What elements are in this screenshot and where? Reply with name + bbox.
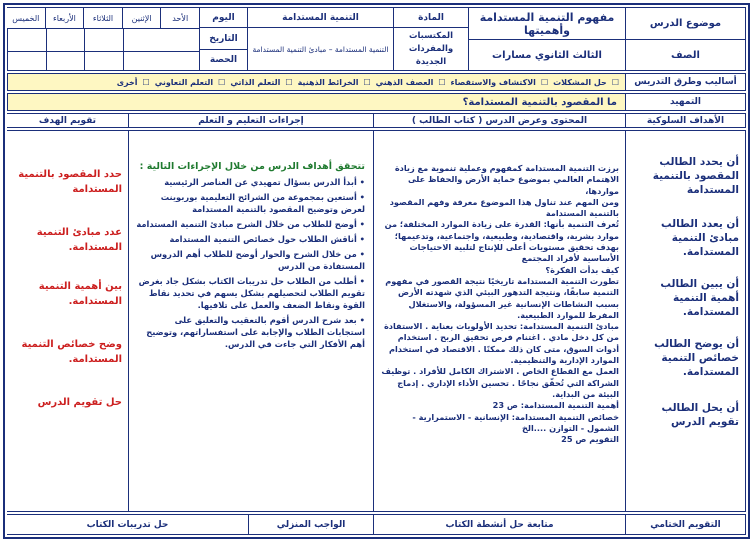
content-line: كيف بدأت الفكرة؟ — [545, 264, 619, 275]
content-line: العمل مع القطاع الخاص . الاشتراك الكامل للأفراد . توظيف الشراكة التي تُحقّق نجاحًا . تحسين الأداء الإداري . إدماج البيئة من البداية. — [381, 366, 619, 399]
date-label-cell — [199, 28, 247, 50]
method-checkbox[interactable]: ☐ — [438, 77, 446, 87]
procedure-item: • بعد شرح الدرس أقوم بالتعقيب والتعليق على استجابات الطلاب والإجابة على استفساراتهم، وتوضيح أهم الأفكار التي جاءت في الدرس. — [146, 315, 365, 349]
topic-value: مفهوم التنمية المستدامة وأهميتها — [479, 10, 615, 37]
columns-header-row — [7, 113, 746, 128]
col-objectives-header: الأهداف السلوكية — [625, 114, 745, 127]
method-checkbox[interactable]: ☐ — [218, 77, 226, 87]
methods-label: أساليب وطرق التدريس — [634, 77, 737, 87]
date-label: التاريخ — [209, 33, 238, 44]
main-body-row — [7, 130, 746, 512]
col-content-header: المحتوى وعرض الدرس ( كتاب الطالب ) — [373, 114, 625, 127]
method-checkbox[interactable]: ☐ — [611, 77, 619, 87]
methods-options: ☐ حل المشكلات ☐ الاكتشاف والاستقصاء ☐ العصف الذهني ☐ الخرائط الذهنية ☐ التعلم الذاتي ☐ التعلم التعاوني ☐ أخرى — [7, 74, 625, 90]
intro-label: التمهيد — [670, 97, 701, 107]
evaluation-item: بين أهمية التنمية المستدامة. — [38, 281, 122, 307]
evaluation-item: عدد مبادئ التنمية المستدامة. — [36, 227, 122, 253]
method-checkbox[interactable]: ☐ — [285, 77, 293, 87]
day-cell: الخميس — [12, 13, 40, 23]
content-line: مبادئ التنمية المستدامة: تحديد الأولويات بعناية . الاستفادة من كل دخل مادي . اغتنام فرص تحقيق الربح . استخدام أدوات السوق، متى كان ذلك ممكنًا . الاقتصاد في استخدام الموارد الإدارية والتنظيمية. — [383, 321, 619, 366]
content-line: برزت التنمية المستدامة كمفهوم وعملية تنموية مع زيادة الاهتمام العالمي بموضوع حماية الأرض والحفاظ على مواردها، — [394, 163, 619, 196]
day-cell: الأربعاء — [45, 8, 84, 28]
content-line: أهمية التنمية المستدامة: ص 23 — [492, 400, 619, 411]
header-row — [7, 7, 746, 71]
topic-label: موضوع الدرس — [649, 18, 722, 29]
skills-value: التنمية المستدامة – مبادئ التنمية المستدامة — [252, 44, 389, 54]
final-eval-value-cell: متابعة حل أنشطة الكتاب — [373, 515, 625, 534]
intro-row — [7, 93, 746, 111]
topic-value-cell — [468, 8, 625, 40]
grade-value-cell — [468, 40, 625, 70]
skills-label-cell — [393, 28, 468, 70]
day-cell: الإثنين — [122, 8, 161, 28]
content-line: التقويم ص 25 — [561, 434, 619, 445]
footer-row — [7, 514, 746, 535]
procedures-title: تتحقق أهداف الدرس من خلال الإجراءات التالية : — [139, 161, 365, 172]
grade-label-cell — [625, 40, 745, 70]
topic-label-cell — [625, 8, 745, 40]
method-checkbox[interactable]: ☐ — [540, 77, 549, 87]
subject-value: التنمية المستدامة — [282, 12, 359, 23]
skills-label: المكتسبات والمفردات الجديدة — [408, 30, 454, 67]
subject-label: المادة — [418, 12, 444, 23]
evaluation-item: حل تقويم الدرس — [37, 397, 122, 408]
content-line: تطورت التنمية المستدامة تاريخيًا نتيجة القصور في مفهوم التنمية سابقًا، ونتيجة التدهور البيئي الذي شهدته الأرض بسبب النشاطات الإنسانية غير المسؤولة، والاستغلال المفرط للموارد الطبيعية. — [385, 275, 619, 320]
skills-value-cell — [247, 28, 393, 70]
subject-value-cell — [247, 8, 393, 28]
period-label-cell — [199, 50, 247, 70]
methods-label-cell — [625, 74, 745, 90]
intro-value: ما المقصود بالتنمية المستدامة؟ — [462, 96, 617, 108]
method-checkbox[interactable]: ☐ — [363, 77, 371, 87]
final-eval-label-cell: التقويم الختامي — [625, 515, 745, 534]
procedure-item: • من خلال الشرح والحوار أوضح للطلاب أهم الدروس المستفادة من الدرس — [150, 249, 365, 271]
grade-value: الثالث الثانوي مسارات — [492, 49, 602, 61]
day-label-cell — [199, 8, 247, 28]
procedure-item: • أبدأ الدرس بسؤال تمهيدي عن العناصر الرئيسية — [164, 177, 365, 187]
days-grid — [7, 8, 199, 70]
objectives-cell — [625, 131, 745, 511]
day-cell: الأحد — [160, 8, 199, 28]
intro-value-cell — [7, 94, 625, 110]
objective-item: أن يحدد الطالب المقصود بالتنمية المستدامة — [652, 156, 739, 196]
objective-item: أن يبين الطالب أهمية التنمية المستدامة. — [660, 278, 739, 318]
content-line: تُعرف التنمية بأنها: القدرة على زيادة الموارد المختلفة؛ من موارد بشرية، واقتصادية، وطبيعية، واجتماعية، وتدعيمها؛ بهدف تحقيق مستويات أعلى للإنتاج لتلبية الاحتياجات الأساسية لأفراد المجتمع — [384, 219, 619, 264]
objective-item: أن يوضح الطالب خصائص التنمية المستدامة. — [654, 338, 739, 378]
methods-row — [7, 73, 746, 91]
grade-label: الصف — [671, 49, 700, 61]
content-line: ومن المهم عند تناول هذا الموضوع معرفة وفهم المقصود بالتنمية المستدامة — [389, 196, 619, 219]
homework-value-cell: حل تدريبات الكتاب — [7, 515, 248, 534]
procedure-item: • أناقش الطلاب حول خصائص التنمية المستدامة — [169, 234, 365, 244]
procedure-item: • أطلب من الطلاب حل تدريبات الكتاب بشكل جاد بغرض تقويم الطلاب لتحصيلهم بشكل يسهم في تحديد نقاط القوة ونقاط الضعف والعمل على تلافيها. — [138, 276, 365, 310]
intro-label-cell — [625, 94, 745, 110]
evaluation-item: حدد المقصود بالتنمية المستدامة — [18, 169, 122, 195]
objective-item: أن يعدد الطالب مبادئ التنمية المستدامة. — [661, 218, 739, 258]
procedure-item: • أوضح للطلاب من خلال الشرح مبادئ التنمية المستدامة — [136, 219, 365, 229]
procedure-item: • أستعين بمجموعة من الشرائح التعليمية بوربوينت لعرض وتوضيح المقصود بالتنمية المستدامة — [160, 192, 365, 214]
procedures-cell — [128, 131, 373, 511]
evaluation-item: وضح خصائص التنمية المستدامة. — [21, 339, 122, 365]
subject-label-cell — [393, 8, 468, 28]
homework-label-cell: الواجب المنزلي — [248, 515, 373, 534]
procedures-list — [135, 176, 365, 350]
method-checkbox[interactable]: ☐ — [142, 77, 150, 87]
objective-item: أن يحل الطالب تقويم الدرس — [661, 402, 739, 428]
col-evaluation-header: تقويم الهدف — [7, 114, 128, 127]
lesson-plan — [3, 3, 750, 539]
evaluation-cell — [7, 131, 128, 511]
period-label: الحصة — [209, 55, 238, 65]
content-cell — [373, 131, 625, 511]
content-line: خصائص التنمية المستدامة: الإنسانية - الاستمرارية - الشمول - التوازن ....الخ — [412, 411, 619, 433]
col-procedures-header: إجراءات التعليم و التعلم — [128, 114, 373, 127]
day-cell: الثلاثاء — [83, 8, 122, 28]
day-label: اليوم — [212, 12, 235, 23]
